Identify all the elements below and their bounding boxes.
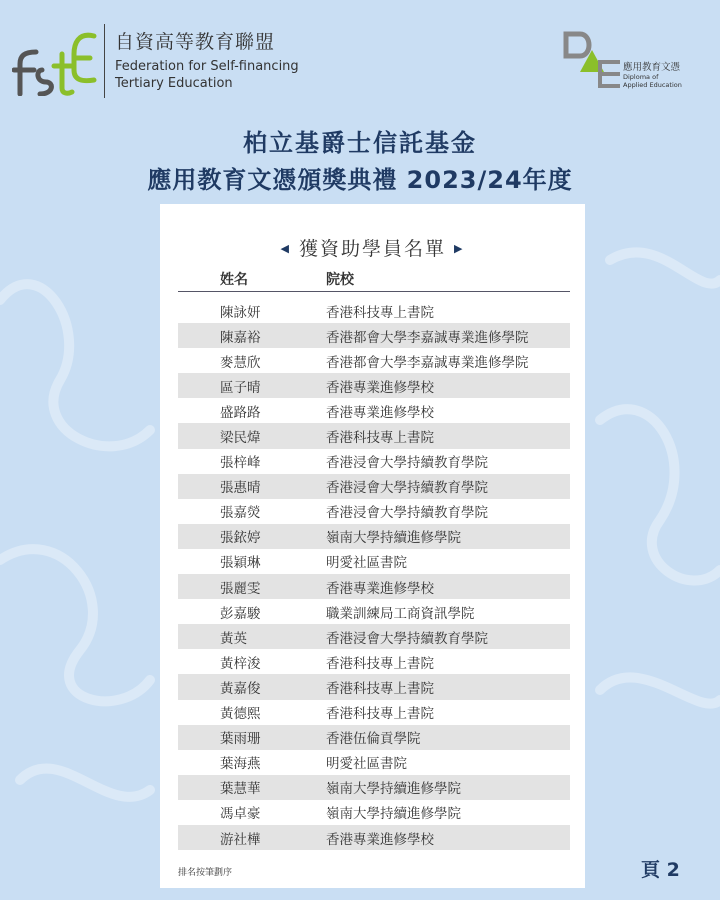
column-header-school: 院校 (326, 272, 354, 288)
recipient-name: 游社樺 (220, 831, 261, 848)
list-row (178, 750, 570, 775)
recipient-school: 明愛社區書院 (326, 555, 407, 572)
triangle-right-icon: ▶ (454, 242, 465, 255)
recipient-rows (178, 298, 570, 850)
org-name-cn: 自資高等教育聯盟 (115, 31, 276, 53)
recipient-school: 嶺南大學持續進修學院 (326, 530, 461, 547)
recipient-name: 區子晴 (220, 379, 261, 396)
recipient-school: 香港浸會大學持續教育學院 (326, 480, 488, 497)
recipient-school: 香港浸會大學持續教育學院 (326, 505, 488, 522)
dae-name-cn: 應用教育文憑 (623, 62, 681, 73)
recipient-name: 陳詠妍 (220, 304, 261, 321)
recipient-school: 香港浸會大學持續教育學院 (326, 455, 488, 472)
sort-footnote: 排名按筆劃序 (178, 868, 233, 878)
list-row (178, 474, 570, 499)
recipient-name: 張嘉熒 (220, 505, 261, 522)
list-heading (160, 234, 585, 261)
recipient-name: 馮卓豪 (220, 806, 261, 823)
recipient-name: 黃英 (220, 630, 247, 647)
recipient-school: 香港伍倫貢學院 (326, 731, 421, 748)
dae-name-en-line2: Applied Education (623, 81, 682, 89)
list-row (178, 700, 570, 725)
recipient-name: 陳嘉裕 (220, 329, 261, 346)
org-name-en-line1: Federation for Self-financing (115, 59, 299, 74)
list-row (178, 574, 570, 599)
list-row (178, 775, 570, 800)
recipient-school: 香港專業進修學校 (326, 831, 434, 848)
recipient-school: 香港專業進修學校 (326, 404, 434, 421)
recipient-name: 張麗雯 (220, 580, 261, 597)
recipient-school: 嶺南大學持續進修學院 (326, 806, 461, 823)
recipient-list-card (160, 204, 585, 888)
recipient-name: 麥慧欣 (220, 354, 261, 371)
recipient-school: 香港科技專上書院 (326, 304, 434, 321)
list-row (178, 348, 570, 373)
recipient-name: 黃梓浚 (220, 655, 261, 672)
recipient-school: 嶺南大學持續進修學院 (326, 781, 461, 798)
header-rule (178, 291, 570, 292)
recipient-school: 香港科技專上書院 (326, 430, 434, 447)
org-name-en-line2: Tertiary Education (115, 76, 233, 91)
recipient-school: 香港專業進修學校 (326, 580, 434, 597)
recipient-school: 香港科技專上書院 (326, 655, 434, 672)
recipient-school: 香港浸會大學持續教育學院 (326, 630, 488, 647)
recipient-name: 張梓峰 (220, 455, 261, 472)
dae-name-en-line1: Diploma of (623, 73, 659, 81)
list-row (178, 549, 570, 574)
list-row (178, 624, 570, 649)
recipient-name: 彭嘉駿 (220, 605, 261, 622)
list-heading-text: 獲資助學員名單 (298, 238, 446, 260)
fste-logo (12, 26, 98, 96)
header-divider (104, 24, 105, 98)
page-title-line2: 應用教育文憑頒獎典禮 2023/24年度 (147, 166, 573, 194)
list-row (178, 599, 570, 624)
recipient-name: 黃德熙 (220, 706, 261, 723)
list-row (178, 649, 570, 674)
recipient-school: 明愛社區書院 (326, 756, 407, 773)
page-number: 頁 2 (641, 859, 680, 881)
recipient-name: 張銥婷 (220, 530, 261, 547)
column-header-name: 姓名 (220, 272, 248, 288)
list-row (178, 423, 570, 448)
recipient-name: 黃嘉俊 (220, 680, 261, 697)
recipient-name: 葉雨珊 (220, 731, 261, 748)
list-row (178, 825, 570, 850)
recipient-school: 香港都會大學李嘉誠專業進修學院 (326, 354, 529, 371)
page-title-line1: 柏立基爵士信託基金 (243, 129, 477, 157)
dae-logo (562, 30, 622, 90)
list-row (178, 449, 570, 474)
recipient-name: 張惠晴 (220, 480, 261, 497)
triangle-left-icon: ◀ (280, 242, 291, 255)
recipient-name: 葉海燕 (220, 756, 261, 773)
recipient-name: 葉慧華 (220, 781, 261, 798)
recipient-school: 職業訓練局工商資訊學院 (326, 605, 475, 622)
list-row (178, 524, 570, 549)
recipient-school: 香港科技專上書院 (326, 706, 434, 723)
recipient-name: 張穎琳 (220, 555, 261, 572)
list-row (178, 725, 570, 750)
list-row (178, 323, 570, 348)
recipient-school: 香港都會大學李嘉誠專業進修學院 (326, 329, 529, 346)
list-row (178, 499, 570, 524)
list-row (178, 674, 570, 699)
recipient-school: 香港專業進修學校 (326, 379, 434, 396)
recipient-name: 梁民煒 (220, 430, 261, 447)
list-row (178, 398, 570, 423)
list-row (178, 298, 570, 323)
list-row (178, 373, 570, 398)
list-row (178, 800, 570, 825)
recipient-name: 盛路路 (220, 404, 261, 421)
recipient-school: 香港科技專上書院 (326, 680, 434, 697)
